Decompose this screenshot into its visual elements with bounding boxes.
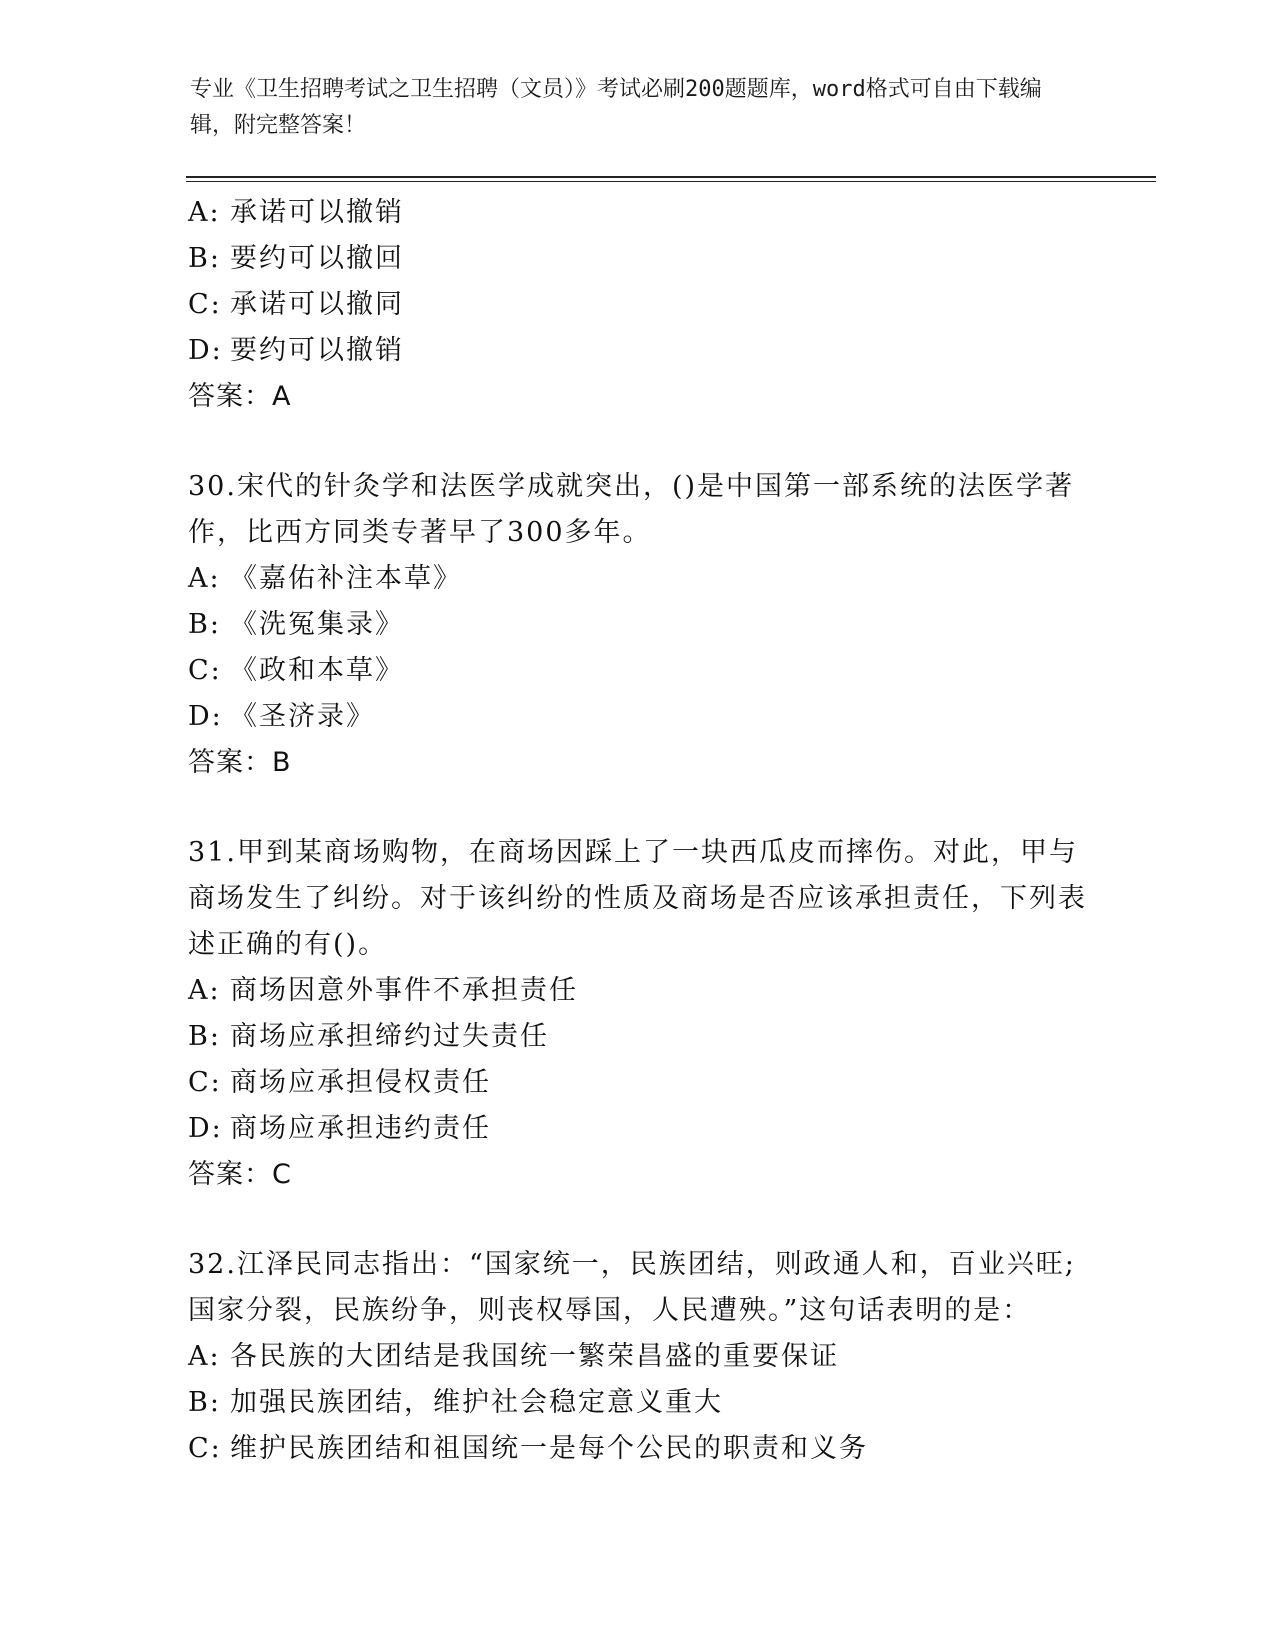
question-block	[188, 830, 1088, 1198]
option-key: A:	[188, 197, 221, 228]
option-key: C:	[188, 289, 222, 320]
option-text: 《政和本草》	[230, 655, 404, 686]
option-a	[188, 556, 1088, 602]
option-b	[188, 1014, 1088, 1060]
option-c	[188, 1060, 1088, 1106]
option-key: A:	[188, 1341, 221, 1372]
question-block	[188, 190, 1088, 420]
option-c	[188, 1426, 1088, 1472]
option-text: 商场应承担侵权责任	[230, 1067, 491, 1098]
question-list	[188, 190, 1088, 1472]
option-key: B:	[188, 1021, 221, 1052]
question-stem: 32.江泽民同志指出：“国家统一，民族团结，则政通人和，百业兴旺;国家分裂，民族纷争，则丧权辱国，人民遭殃。”这句话表明的是：	[188, 1249, 1076, 1326]
option-b	[188, 1380, 1088, 1426]
document-header: 专业《卫生招聘考试之卫生招聘（文员）》考试必刷200题题库，word格式可自由下载编辑，附完整答案！	[190, 77, 1042, 138]
option-key: D:	[188, 335, 223, 366]
option-text: 商场应承担违约责任	[230, 1113, 491, 1144]
option-d	[188, 328, 1088, 374]
option-text: 商场应承担缔约过失责任	[230, 1021, 549, 1052]
question-stem: 31.甲到某商场购物，在商场因踩上了一块西瓜皮而摔伤。对此，甲与商场发生了纠纷。对于该纠纷的性质及商场是否应该承担责任，下列表述正确的有()。	[188, 837, 1087, 960]
option-key: C:	[188, 655, 222, 686]
option-d	[188, 1106, 1088, 1152]
option-a	[188, 190, 1088, 236]
option-key: D:	[188, 1113, 223, 1144]
header-divider-thick	[186, 176, 1156, 178]
question-stem: 30.宋代的针灸学和法医学成就突出，()是中国第一部系统的法医学著作，比西方同类专著早了300多年。	[188, 471, 1075, 548]
question-block	[188, 1242, 1088, 1472]
option-text: 《洗冤集录》	[230, 609, 404, 640]
option-a	[188, 1334, 1088, 1380]
option-text: 维护民族团结和祖国统一是每个公民的职责和义务	[230, 1433, 868, 1464]
option-text: 加强民族团结，维护社会稳定意义重大	[230, 1387, 723, 1418]
option-c	[188, 282, 1088, 328]
option-key: C:	[188, 1433, 222, 1464]
header-divider-thin	[186, 181, 1156, 182]
option-text: 《圣济录》	[230, 701, 375, 732]
option-key: B:	[188, 243, 221, 274]
option-text: 承诺可以撤销	[230, 197, 404, 228]
option-text: 要约可以撤回	[230, 243, 404, 274]
option-text: 承诺可以撤同	[230, 289, 404, 320]
answer-line: 答案：C	[188, 1159, 292, 1190]
option-key: B:	[188, 609, 221, 640]
option-key: D:	[188, 701, 223, 732]
option-d	[188, 694, 1088, 740]
option-text: 《嘉佑补注本草》	[230, 563, 462, 594]
option-text: 商场因意外事件不承担责任	[230, 975, 578, 1006]
option-c	[188, 648, 1088, 694]
option-b	[188, 236, 1088, 282]
option-key: A:	[188, 975, 221, 1006]
answer-line: 答案：A	[188, 381, 292, 412]
option-text: 各民族的大团结是我国统一繁荣昌盛的重要保证	[230, 1341, 839, 1372]
answer-line: 答案：B	[188, 747, 292, 778]
option-a	[188, 968, 1088, 1014]
option-key: C:	[188, 1067, 222, 1098]
option-key: B:	[188, 1387, 221, 1418]
option-b	[188, 602, 1088, 648]
question-block	[188, 464, 1088, 786]
option-key: A:	[188, 563, 221, 594]
option-text: 要约可以撤销	[230, 335, 404, 366]
